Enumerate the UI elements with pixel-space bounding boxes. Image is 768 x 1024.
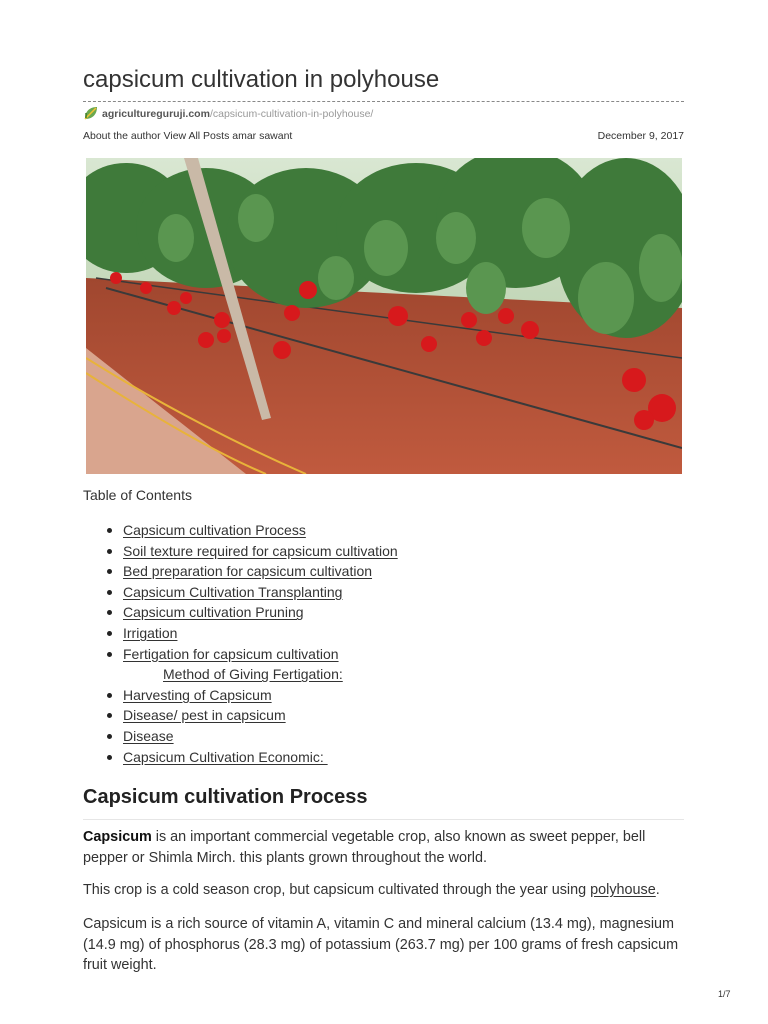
source-line [83,106,373,122]
paragraph-intro [83,827,684,868]
paragraph-text: This crop is a cold season crop, but capsicum cultivated through the year using [83,882,591,898]
toc-link-harvesting[interactable]: Harvesting of Capsicum [123,686,272,703]
toc-item [83,561,398,582]
paragraph-end: . [655,882,660,898]
toc-link-transplanting[interactable]: Capsicum Cultivation Transplanting [123,583,343,600]
title-divider [83,101,684,102]
paragraph-nutrition: Capsicum is a rich source of vitamin A, vitamin C and mineral calcium (13.4 mg), magnesium (14.9 mg) of phosphorus (28.3 mg) of potassium (263.7 mg) per 100 grams of fresh capsicum fruit weight. [83,916,679,974]
toc-subitem [83,664,398,685]
toc-item [83,602,398,623]
heading-rule [83,819,684,820]
meta-row [83,130,684,142]
toc-link-economic[interactable]: Capsicum Cultivation Economic: [123,748,328,765]
leaf-logo-icon [83,105,99,124]
page-title: capsicum cultivation in polyhouse [83,66,440,93]
toc-link-process[interactable]: Capsicum cultivation Process [123,522,306,538]
toc-link-pest[interactable]: Disease/ pest in capsicum [123,707,286,724]
toc-title: Table of Contents [83,487,192,503]
hero-photo [86,158,682,474]
toc-item [83,541,398,562]
section-heading: Capsicum cultivation Process [83,786,368,808]
post-date: December 9, 2017 [597,130,684,142]
toc-link-disease[interactable]: Disease [123,727,174,744]
toc-item [83,644,398,665]
toc-link-fertigation-method[interactable]: Method of Giving Fertigation: [163,666,343,683]
toc-item [83,623,398,644]
toc-item [83,705,398,726]
toc-item [83,685,398,706]
polyhouse-link[interactable]: polyhouse [590,882,656,898]
toc-item [83,520,398,541]
paragraph-season [83,880,684,901]
toc-link-bed[interactable]: Bed preparation for capsicum cultivation [123,563,373,580]
toc-link-irrigation[interactable]: Irrigation [123,624,178,641]
paragraph-text: is an important commercial vegetable crop, also known as sweet pepper, bell pepper or Shimla Mirch. this plants grown throughout the world. [83,829,646,866]
author-line: About the author View All Posts amar sawant [83,130,293,142]
toc-link-soil[interactable]: Soil texture required for capsicum cultivation [123,542,398,559]
toc-link-pruning[interactable]: Capsicum cultivation Pruning [123,604,304,621]
toc-link-fertigation[interactable]: Fertigation for capsicum cultivation [123,645,339,662]
page-number: 1/7 [718,989,731,999]
toc-item [83,582,398,603]
toc-item [83,747,398,768]
table-of-contents [83,520,398,767]
bold-term: Capsicum [83,829,152,845]
toc-item [83,726,398,747]
source-host[interactable]: agricultureguruji.com [102,108,210,120]
source-path[interactable]: /capsicum-cultivation-in-polyhouse/ [209,108,374,120]
